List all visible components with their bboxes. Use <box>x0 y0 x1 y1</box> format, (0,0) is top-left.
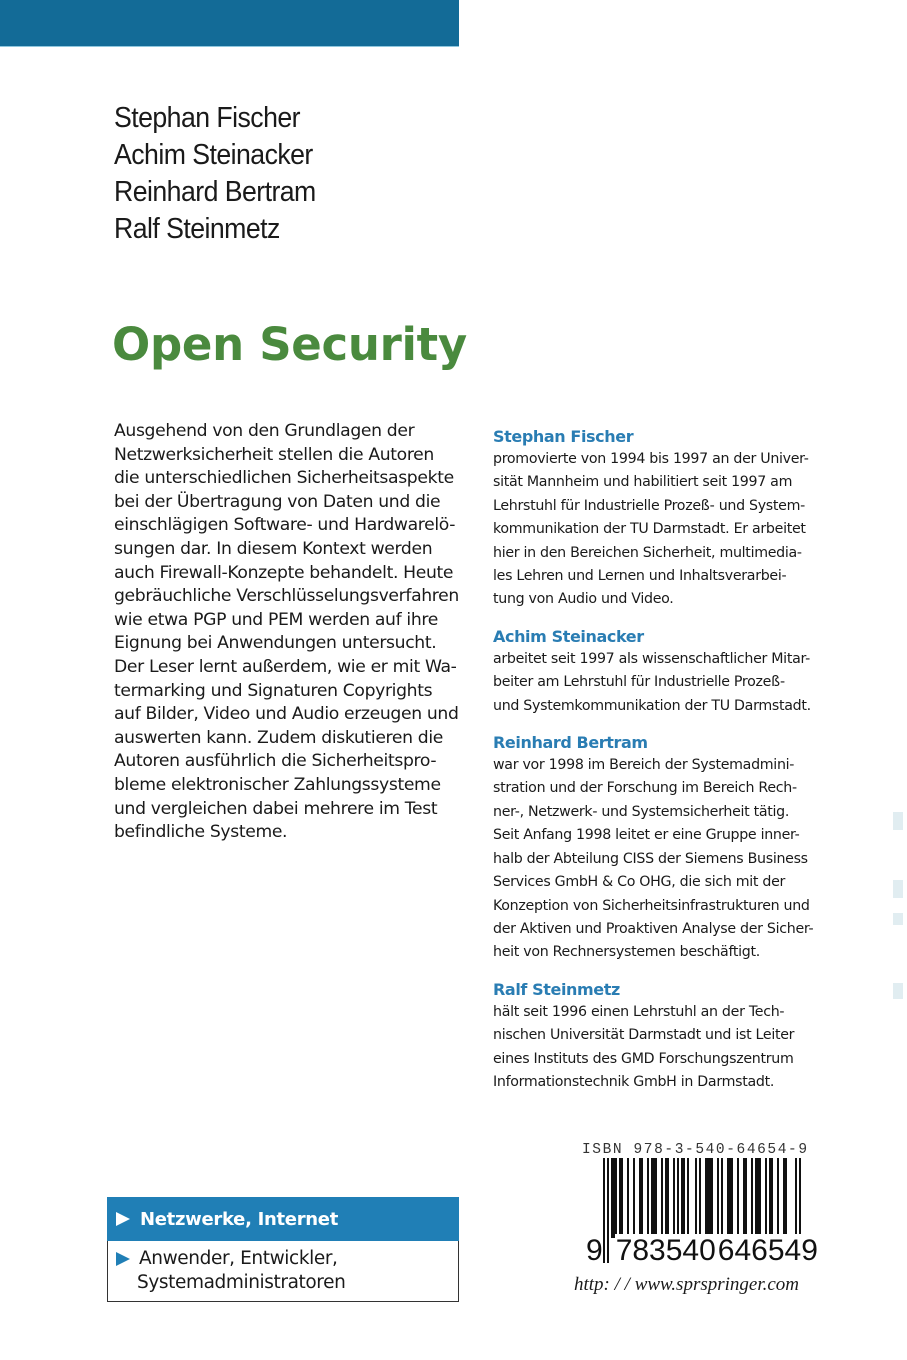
bio-line: eines Instituts des GMD Forschungszentrum <box>493 1050 794 1067</box>
description-line: auf Bilder, Video und Audio erzeugen und <box>114 704 459 725</box>
bio-achim-steinacker <box>493 626 853 718</box>
audience-line: Anwender, Entwickler, <box>139 1248 338 1269</box>
bio-name: Ralf Steinmetz <box>493 979 620 999</box>
bio-line: war vor 1998 im Bereich der Systemadmini- <box>493 757 795 774</box>
description-line: einschlägigen Software- und Hardwarelö- <box>114 515 456 536</box>
bio-ralf-steinmetz <box>493 979 853 1095</box>
barcode-digit-group: 783540 <box>615 1234 716 1267</box>
description-line: Eignung bei Anwendungen untersucht. <box>114 633 437 654</box>
book-description <box>114 420 474 845</box>
description-line: wie etwa PGP und PEM werden auf ihre <box>114 609 438 630</box>
bio-line: les Lehren und Lernen und Inhaltsverarbei- <box>493 568 787 585</box>
description-line: Autoren ausführlich die Sicherheitspro- <box>114 751 437 772</box>
barcode-digits <box>586 1234 819 1268</box>
bio-line: kommunikation der TU Darmstadt. Er arbeitet <box>493 521 806 538</box>
description-line: bleme elektronischer Zahlungssysteme <box>114 774 441 795</box>
bio-line: Informationstechnik GmbH in Darmstadt. <box>493 1073 775 1090</box>
bio-reinhard-bertram <box>493 732 853 965</box>
bio-line: stration und der Forschung im Bereich Rech- <box>493 780 797 797</box>
isbn-label: ISBN 978-3-540-64654-9 <box>582 1142 809 1158</box>
description-line: bei der Übertragung von Daten und die <box>114 491 441 512</box>
barcode-digit-group: 646549 <box>717 1234 818 1267</box>
top-banner <box>0 0 459 47</box>
description-line: Netzwerksicherheit stellen die Autoren <box>114 444 434 465</box>
bio-line: nischen Universität Darmstadt und ist Leiter <box>493 1027 795 1044</box>
bio-line: Services GmbH & Co OHG, die sich mit der <box>493 874 786 891</box>
author-name: Ralf Steinmetz <box>114 213 280 245</box>
description-line: auswerten kann. Zudem diskutieren die <box>114 727 443 748</box>
author-bios <box>493 426 853 1108</box>
series-category: Netzwerke, Internet <box>140 1208 338 1230</box>
description-line: und vergleichen dabei mehrere im Test <box>114 798 438 819</box>
description-line: die unterschiedlichen Sicherheitsaspekte <box>114 468 454 489</box>
bio-line: hält seit 1996 einen Lehrstuhl an der Tech- <box>493 1003 785 1020</box>
audience-line: Systemadministratoren <box>137 1272 346 1293</box>
arrow-right-icon <box>116 1212 130 1226</box>
bio-line: hier in den Bereichen Sicherheit, multimedia- <box>493 544 802 561</box>
book-title: Open Security <box>112 318 467 371</box>
barcode-digit-lead: 9 <box>586 1234 603 1267</box>
scan-artifact <box>893 812 903 830</box>
bio-line: Seit Anfang 1998 leitet er eine Gruppe inner- <box>493 827 800 844</box>
description-line: Ausgehend von den Grundlagen der <box>114 421 415 441</box>
author-name: Stephan Fischer <box>114 102 300 134</box>
arrow-right-icon <box>116 1252 130 1266</box>
bio-line: tung von Audio und Video. <box>493 591 674 608</box>
bio-name: Stephan Fischer <box>493 427 634 446</box>
description-line: termarking und Signaturen Copyrights <box>114 680 433 701</box>
series-audience <box>116 1247 456 1295</box>
bio-stephan-fischer <box>493 426 853 612</box>
bio-line: heit von Rechnersystemen beschäftigt. <box>493 944 760 961</box>
scan-artifact <box>893 880 903 898</box>
bio-line: der Aktiven und Proaktiven Analyse der Sicher- <box>493 920 814 937</box>
author-name: Reinhard Bertram <box>114 176 316 208</box>
bio-line: und Systemkommunikation der TU Darmstadt. <box>493 697 811 714</box>
bio-line: Konzeption von Sicherheitsinfrastrukturen und <box>493 897 810 914</box>
bio-line: promovierte von 1994 bis 1997 an der Univer- <box>493 451 809 467</box>
bio-line: sität Mannheim und habilitiert seit 1997 am <box>493 474 793 491</box>
series-box <box>107 1197 459 1302</box>
description-line: gebräuchliche Verschlüsselungsverfahren <box>114 586 459 607</box>
description-line: auch Firewall-Konzepte behandelt. Heute <box>114 562 454 583</box>
bio-name: Reinhard Bertram <box>493 733 648 753</box>
bio-line: Lehrstuhl für Industrielle Prozeß- und System- <box>493 497 805 514</box>
description-line: Der Leser lernt außerdem, wie er mit Wa- <box>114 656 457 677</box>
description-line: sungen dar. In diesem Kontext werden <box>114 538 433 559</box>
bio-line: ner-, Netzwerk- und Systemsicherheit tätig. <box>493 803 790 820</box>
bio-line: beiter am Lehrstuhl für Industrielle Prozeß- <box>493 674 785 691</box>
scan-artifact <box>893 983 903 999</box>
bio-name: Achim Steinacker <box>493 626 644 646</box>
description-line: befindliche Systeme. <box>114 822 288 843</box>
scan-artifact <box>893 913 903 925</box>
publisher-url[interactable]: http: / / www.sprspringer.com <box>574 1274 800 1295</box>
bio-line: arbeitet seit 1997 als wissenschaftlicher Mitar- <box>493 650 810 667</box>
bio-line: halb der Abteilung CISS der Siemens Business <box>493 850 808 867</box>
series-category-band <box>107 1197 459 1241</box>
author-name: Achim Steinacker <box>114 139 313 171</box>
author-list <box>114 100 316 248</box>
